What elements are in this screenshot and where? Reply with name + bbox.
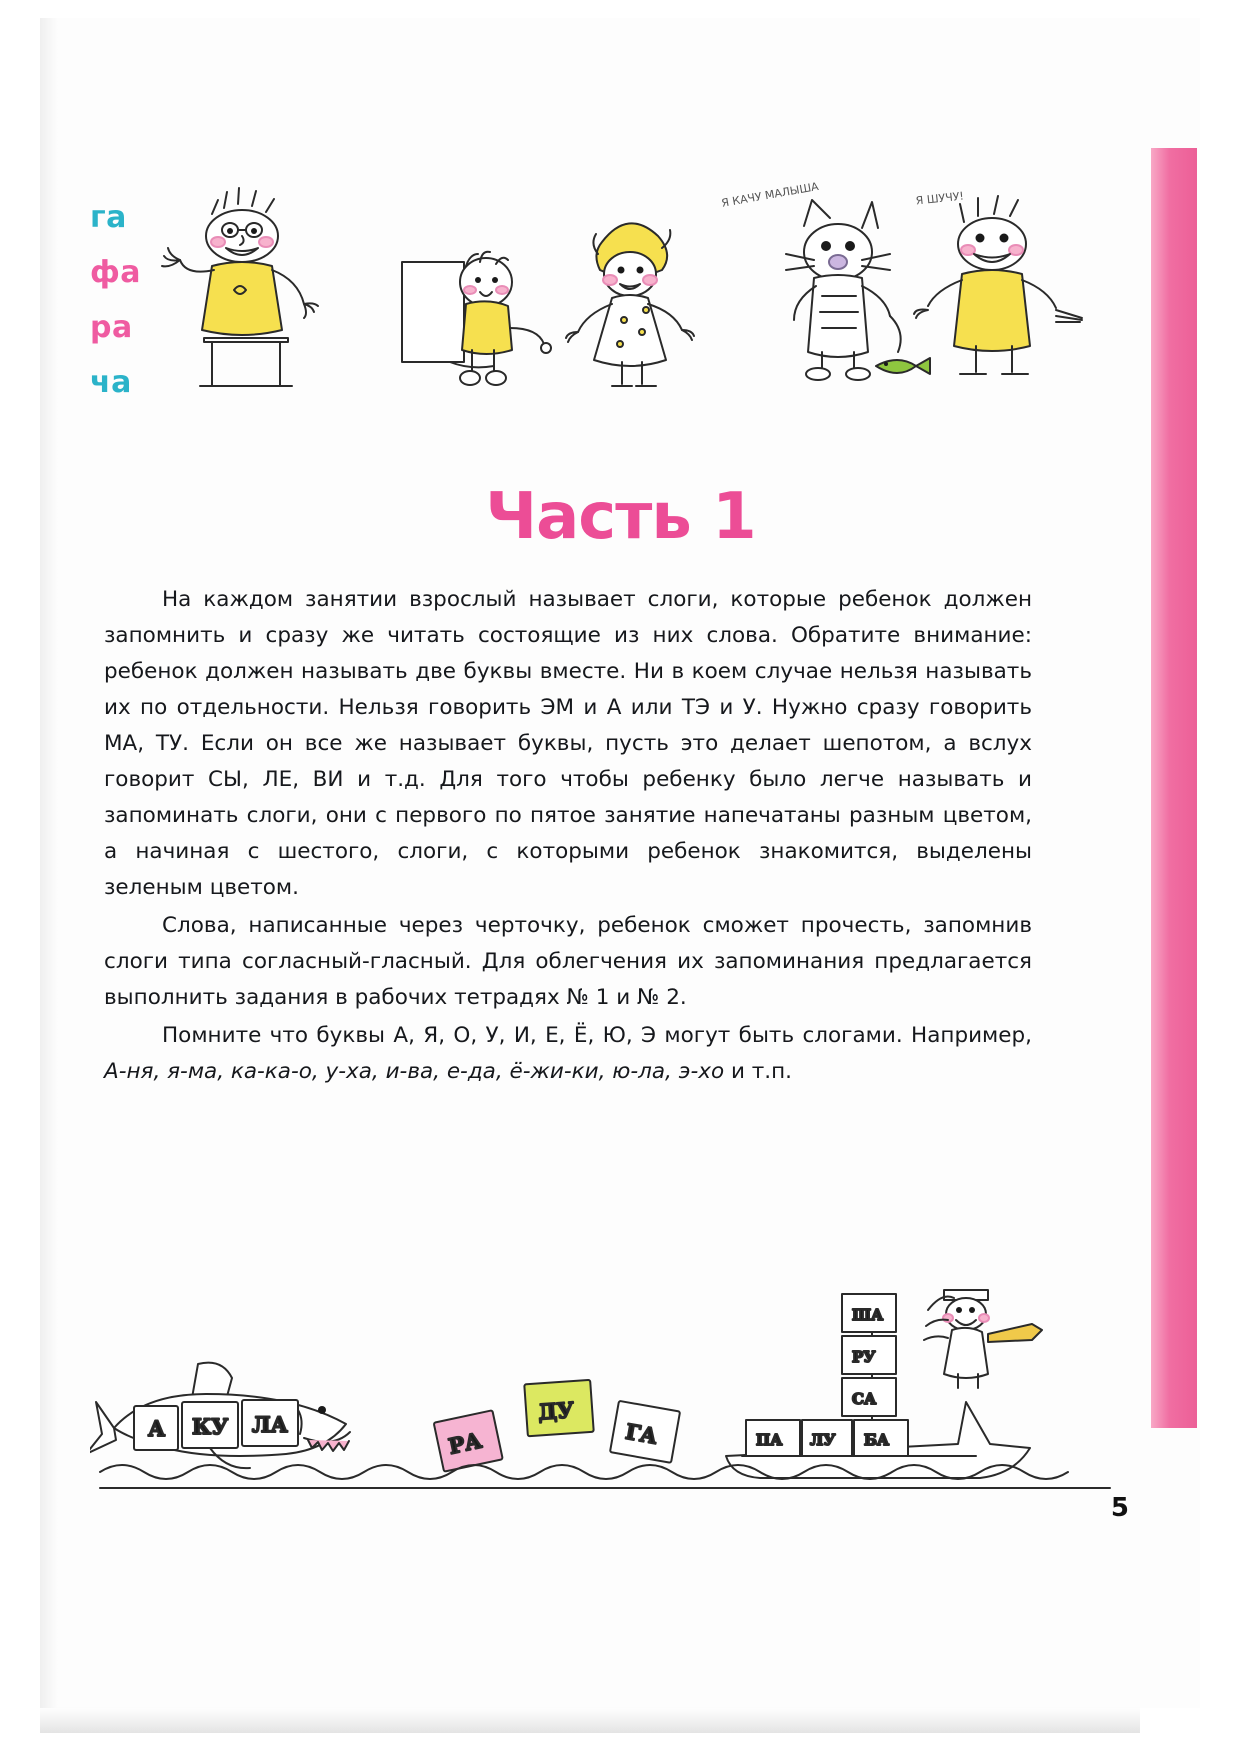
ship-mast-tile-3 (842, 1378, 896, 1416)
bottom-illustration (90, 1260, 1120, 1500)
svg-text:КУ: КУ (192, 1414, 229, 1439)
svg-text:ЛУ: ЛУ (810, 1431, 836, 1449)
svg-text:РУ: РУ (852, 1348, 876, 1366)
syllable-ra: ра (90, 310, 133, 345)
page-title (0, 480, 1241, 554)
character-man-fishing (914, 196, 1082, 374)
svg-text:Я ШУЧУ!: Я ШУЧУ! (915, 189, 965, 208)
shark-tile-3 (242, 1400, 298, 1446)
speech-note-1 (720, 180, 820, 210)
svg-text:ПА: ПА (756, 1431, 783, 1449)
shark-tile-2 (182, 1402, 238, 1448)
shark-with-tiles (90, 1363, 350, 1469)
speech-note-2 (915, 190, 964, 208)
character-girl (566, 223, 694, 386)
paragraph-2: Слова, написанные через черточку, ребенок сможет прочесть, запомнив слоги типа согласный-гласный. Для облегчения их запоминания предлагается выполнить задания в рабочих тетрадях № 1 и № 2. (104, 913, 1032, 1010)
floating-tile-ga (610, 1401, 680, 1463)
paragraph-1: На каждом занятии взрослый называет слоги, которые ребенок должен запомнить и сразу же читать состоящие из них слова. Обратите внимание: ребенок должен называть две буквы вместе. Ни в коем случае нельзя называть их по отдельности. Нельзя говорить ЭМ и А или ТЭ и У. Нужно сразу говорить МА, ТУ. Если он все же называет буквы, пусть это делает шепотом, а вслух говорит СЫ, ЛЕ, ВИ и т.д. Для того чтобы ребенку было легче называть и запоминать слоги, они с первого по пятое занятие напечатаны разным цветом, а начиная с шестого, слоги, с которыми ребенок знакомится, выделены зеленым цветом. (104, 587, 1032, 900)
floating-tile-du (524, 1380, 593, 1436)
svg-text:А: А (148, 1416, 166, 1441)
ship-with-tiles (726, 1290, 1042, 1478)
shark-tile-1 (134, 1406, 178, 1450)
paragraph-3 (104, 1018, 1032, 1090)
svg-text:ЛА: ЛА (252, 1412, 288, 1437)
ship-hull-tile-3 (854, 1420, 908, 1456)
svg-text:ГА: ГА (623, 1418, 660, 1449)
syllable-fa: фа (90, 255, 142, 290)
svg-text:ША: ША (852, 1306, 884, 1324)
character-man-waving (162, 188, 318, 386)
top-illustration (150, 170, 1100, 430)
paragraph-3-examples: А-ня, я-ма, ка-ка-о, у-ха, и-ва, е-да, ё-жи-ки, ю-ла, э-хо (104, 1059, 725, 1084)
character-baby-stroller (402, 252, 551, 385)
svg-text:БА: БА (864, 1431, 890, 1449)
svg-text:ДУ: ДУ (537, 1397, 575, 1425)
floating-tile-ra (434, 1410, 503, 1471)
page-number: 5 (1110, 1493, 1129, 1523)
body-text (104, 582, 1032, 1092)
character-cat (786, 200, 930, 380)
ship-captain (924, 1290, 1042, 1388)
page-edge-pink (1151, 148, 1197, 1428)
svg-text:Я КАЧУ МАЛЫША: Я КАЧУ МАЛЫША (720, 179, 820, 210)
ship-hull-tile-1 (746, 1420, 800, 1456)
ship-hull-tile-2 (802, 1420, 852, 1456)
svg-text:РА: РА (446, 1427, 484, 1459)
paragraph-3-tail: и т.п. (724, 1059, 793, 1084)
page-spine-shade (40, 18, 58, 1708)
ship-mast-tile-1 (842, 1294, 896, 1332)
paragraph-3-lead: Помните что буквы А, Я, О, У, И, Е, Ё, Ю, Э могут быть слогами. Например, (162, 1023, 1032, 1048)
svg-text:СА: СА (852, 1390, 877, 1408)
syllable-ga: га (90, 200, 127, 235)
page-title-text: Часть 1 (485, 480, 756, 554)
scan-bottom-shadow (40, 1707, 1140, 1733)
floating-tiles (434, 1380, 680, 1472)
syllable-cha: ча (90, 365, 132, 400)
ship-mast-tile-2 (842, 1336, 896, 1374)
